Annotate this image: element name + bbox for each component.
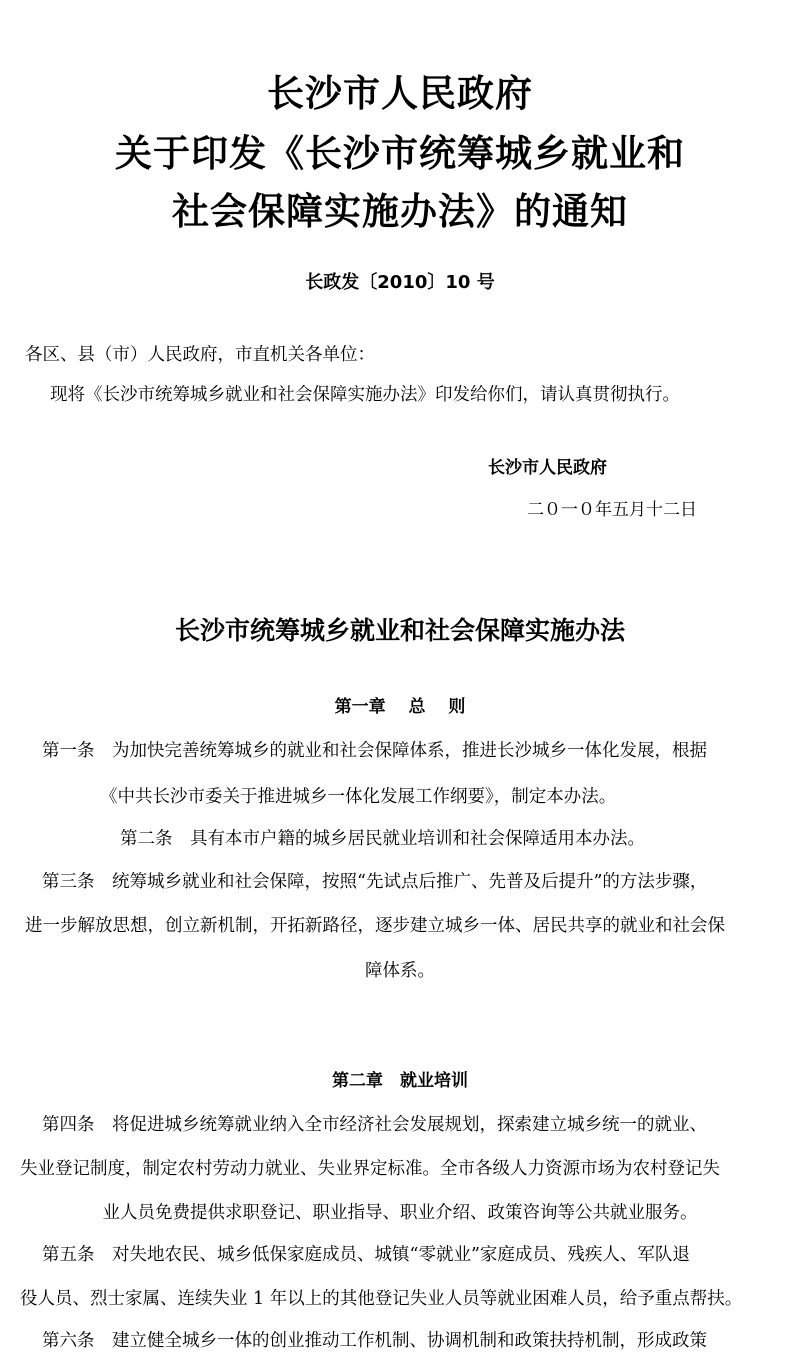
notice-title-line-3: 社会保障实施办法》的通知 — [172, 190, 628, 233]
article-3-line-3: 障体系。 — [365, 961, 435, 981]
article-5-line-1: 第五条 对失地农民、城乡低保家庭成员、城镇“零就业”家庭成员、残疾人、军队退 — [42, 1245, 690, 1265]
article-6-line-1: 第六条 建立健全城乡一体的创业推动工作机制、协调机制和政策扶持机制，形成政策 — [42, 1331, 707, 1351]
article-4-line-3: 业人员免费提供求职登记、职业指导、职业介绍、政策咨询等公共就业服务。 — [102, 1203, 698, 1223]
chapter-1-heading: 第一章 总 则 — [334, 697, 466, 717]
article-3-line-2: 进一步解放思想，创立新机制，开拓新路径，逐步建立城乡一体、居民共享的就业和社会保 — [25, 916, 725, 936]
article-4-line-1: 第四条 将促进城乡统筹就业纳入全市经济社会发展规划，探索建立城乡统一的就业、 — [42, 1115, 707, 1135]
document-number: 长政发〔2010〕10 号 — [305, 272, 495, 293]
signer: 长沙市人民政府 — [488, 458, 607, 478]
article-3-line-1: 第三条 统筹城乡就业和社会保障，按照“先试点后推广、先普及后提升”的方法步骤， — [42, 872, 708, 892]
article-2: 第二条 具有本市户籍的城乡居民就业培训和社会保障适用本办法。 — [120, 829, 645, 849]
article-4-line-2: 失业登记制度，制定农村劳动力就业、失业界定标准。全市各级人力资源市场为农村登记失 — [20, 1159, 720, 1179]
article-5-line-2: 役人员、烈士家属、连续失业 1 年以上的其他登记失业人员等就业困难人员，给予重点帮扶。 — [20, 1289, 743, 1309]
chapter-2-heading: 第二章 就业培训 — [332, 1071, 468, 1091]
issue-date: 二０一０年五月十二日 — [527, 500, 697, 520]
notice-title-line-1: 长沙市人民政府 — [267, 72, 533, 115]
addressee: 各区、县（市）人民政府，市直机关各单位： — [25, 345, 375, 365]
measures-title: 长沙市统筹城乡就业和社会保障实施办法 — [174, 616, 625, 645]
notice-body: 现将《长沙市统筹城乡就业和社会保障实施办法》印发给你们，请认真贯彻执行。 — [50, 385, 680, 405]
article-1-line-1: 第一条 为加快完善统筹城乡的就业和社会保障体系，推进长沙城乡一体化发展，根据 — [42, 741, 707, 761]
article-1-line-2: 《中共长沙市委关于推进城乡一体化发展工作纲要》，制定本办法。 — [100, 787, 617, 807]
notice-title-line-2: 关于印发《长沙市统筹城乡就业和 — [115, 132, 685, 175]
